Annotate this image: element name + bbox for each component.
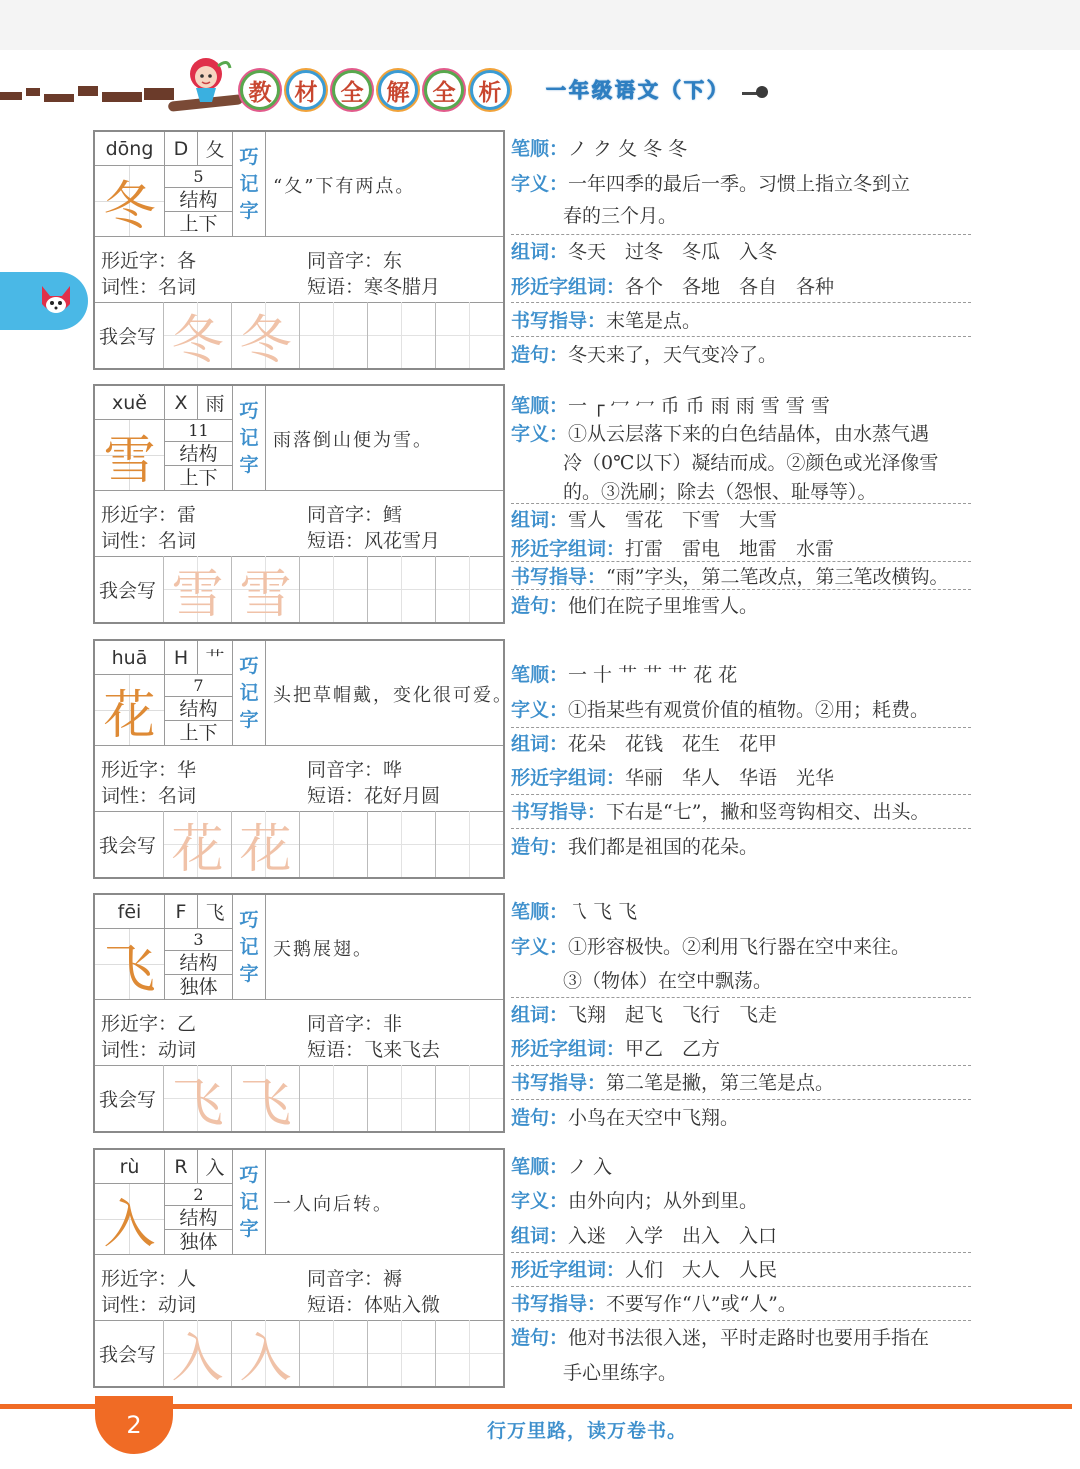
stroke-structure [164,674,233,745]
structure-label: 结构 [165,697,232,721]
detail-value: ①形容极快。②利用飞行器在空中来往。 [568,936,911,958]
title-char: 材 [286,70,326,110]
title-char: 析 [470,70,510,110]
card-header [95,386,503,491]
detail-key: 书写指导： [511,566,607,588]
detail-value: 一年四季的最后一季。习惯上指立冬到立 [568,173,911,195]
stroke-count: 7 [165,675,232,697]
writing-cell[interactable] [299,811,367,877]
detail-line [563,477,877,504]
detail-key: 字义： [511,699,569,721]
similar-char: 形近字：各 [101,250,197,272]
dashed-separator [511,727,971,728]
title-char: 教 [240,70,280,110]
page-header [0,0,1080,125]
similar-char: 形近字：华 [101,759,197,781]
structure-type: 上下 [179,467,218,489]
detail-key: 造句： [511,595,569,617]
character-properties [95,999,503,1066]
detail-value: 华丽 华人 华语 光华 [625,767,835,789]
detail-key: 造句： [511,836,569,858]
stroke-structure [164,165,233,236]
pixel-decoration [0,86,175,104]
dashed-separator [511,997,971,998]
trace-character: 冬 [171,310,224,371]
detail-line [511,695,929,722]
detail-line [511,169,910,196]
similar-char: 形近字：雷 [101,504,197,526]
detail-line [511,729,777,756]
writing-cell[interactable] [299,1320,367,1386]
part-of-speech: 词性：名词 [101,530,197,552]
detail-key: 笔顺： [511,1156,569,1178]
detail-line [511,306,701,333]
homophone: 同音字：褥 [307,1268,403,1290]
stroke-count: 5 [165,166,232,188]
homophone: 同音字：东 [307,250,403,272]
structure-label: 结构 [165,1206,232,1230]
similar-char: 形近字：乙 [101,1013,197,1035]
mnemonic-label-char: 记 [239,172,259,195]
structure-type: 独体 [179,976,218,998]
detail-line [511,391,830,418]
phrase: 短语：花好月圆 [307,785,441,807]
mnemonic-label-char: 记 [239,935,259,958]
detail-line [511,1000,777,1027]
character-properties [95,236,503,303]
mnemonic-label-char: 字 [239,453,259,476]
detail-value: 一 ┌ 冖 冖 币 币 雨 雨 雪 雪 雪 [568,395,830,417]
pinyin: xuě [95,386,165,420]
detail-line [511,797,929,824]
stroke-count: 3 [165,929,232,951]
writing-grid [163,302,503,371]
detail-line [563,201,677,228]
detail-value: ノ ク 夂 冬 冬 [568,138,688,160]
grade-subject: 一年级语文（下） [546,78,730,102]
homophone: 同音字：哗 [307,759,403,781]
detail-key: 造句： [511,344,569,366]
detail-value: 入迷 入学 出入 入口 [568,1225,778,1247]
dashed-separator [511,1286,971,1287]
character-card [93,384,505,624]
detail-key: 书写指导： [511,310,607,332]
detail-line [511,660,737,687]
detail-line [563,1358,677,1385]
structure-type: 独体 [179,1231,218,1253]
writing-cell[interactable] [299,302,367,368]
trace-character: 飞 [239,1073,292,1134]
detail-line [511,562,948,589]
detail-line [511,832,758,859]
writing-cell[interactable] [231,811,299,880]
writing-cell[interactable] [435,302,503,368]
pinyin: dōng [95,132,165,166]
detail-value: “雨”字头，第二笔改点，第三笔改横钩。 [606,566,949,588]
detail-key: 组词： [511,733,569,755]
initial-letter: R [164,1150,198,1184]
character-properties [95,1254,503,1321]
detail-key: 形近字组词： [511,1259,626,1281]
trace-character: 入 [239,1328,292,1389]
mnemonic-label-char: 字 [239,708,259,731]
trace-character: 飞 [171,1073,224,1134]
dashed-separator [511,503,971,504]
detail-line [511,505,777,532]
detail-line [563,966,772,993]
main-character: 冬 [95,165,165,236]
part-of-speech: 词性：动词 [101,1039,197,1061]
detail-line [563,448,938,475]
detail-value: 乁 飞 飞 [568,901,638,923]
detail-value: 花朵 花钱 花生 花甲 [568,733,778,755]
writing-cell[interactable] [299,556,367,622]
detail-line [511,134,687,161]
detail-key: 组词： [511,241,569,263]
dashed-separator [511,1065,971,1066]
writing-cell[interactable] [367,556,435,622]
writing-label: 我会写 [99,326,157,348]
detail-line [511,932,910,959]
detail-line [511,1034,720,1061]
writing-cell[interactable] [163,1065,231,1134]
pinyin: rù [95,1150,165,1184]
detail-key: 形近字组词： [511,1038,626,1060]
title-char: 解 [378,70,418,110]
radical: 入 [197,1150,233,1184]
mnemonic-label [232,1150,266,1254]
detail-line [511,534,834,561]
writing-practice [95,1320,503,1389]
dashed-separator [511,794,971,795]
structure-type: 上下 [179,722,218,744]
detail-value: 打雷 雷电 地雷 水雷 [625,538,835,560]
writing-cell[interactable] [231,302,299,371]
stroke-structure [164,419,233,490]
detail-key: 造句： [511,1327,569,1349]
detail-line [511,1323,929,1350]
writing-cell[interactable] [435,1320,503,1386]
dashed-separator [511,234,971,235]
title-char: 全 [332,70,372,110]
stroke-structure [164,928,233,999]
pinyin: huā [95,641,165,675]
trace-character: 花 [239,819,292,880]
dashed-separator [511,1252,971,1253]
writing-cell[interactable] [163,1320,231,1389]
mnemonic-label-char: 记 [239,426,259,449]
mnemonic-text: 头把草帽戴，变化很可爱。 [273,685,513,706]
card-header [95,641,513,746]
main-character: 飞 [95,928,165,999]
detail-line [511,1255,777,1282]
detail-value: 一 十 艹 艹 艹 花 花 [568,664,738,686]
detail-value: 他对书法很入迷，平时走路时也要用手指在 [568,1327,930,1349]
homophone: 同音字：非 [307,1013,403,1035]
detail-value: 第二笔是撇，第三笔是点。 [606,1072,835,1094]
detail-key: 造句： [511,1107,569,1129]
writing-label: 我会写 [99,580,157,602]
writing-cell[interactable] [367,302,435,368]
character-card [93,893,505,1133]
detail-key: 书写指导： [511,801,607,823]
mnemonic-label-char: 巧 [239,1163,259,1186]
detail-key: 形近字组词： [511,276,626,298]
main-character: 雪 [95,419,165,490]
mnemonic-text: 天鹅展翅。 [273,939,373,960]
writing-practice [95,556,503,625]
detail-value: 甲乙 乙方 [625,1038,721,1060]
detail-key: 组词： [511,509,569,531]
detail-value: 的。③洗刷；除去（怨恨、耻辱等）。 [563,481,877,503]
page-number: 2 [95,1396,173,1454]
detail-value: 由外向内；从外到里。 [568,1190,759,1212]
detail-key: 组词： [511,1004,569,1026]
detail-key: 书写指导： [511,1293,607,1315]
girl-mascot-icon [178,52,234,104]
detail-value: ノ 入 [568,1156,613,1178]
writing-cell[interactable] [163,556,231,625]
detail-key: 字义： [511,423,569,445]
detail-line [511,340,777,367]
detail-value: 各个 各地 各自 各种 [625,276,835,298]
writing-cell[interactable] [367,811,435,877]
part-of-speech: 词性：名词 [101,276,197,298]
writing-label: 我会写 [99,1344,157,1366]
part-of-speech: 词性：动词 [101,1294,197,1316]
card-header [95,132,503,237]
writing-cell[interactable] [163,811,231,880]
detail-key: 笔顺： [511,395,569,417]
detail-key: 组词： [511,1225,569,1247]
detail-value: ③（物体）在空中飘荡。 [563,970,773,992]
mnemonic-label [232,386,266,490]
detail-value: 下右是“七”，撇和竖弯钩相交、出头。 [606,801,930,823]
writing-grid [163,1065,503,1134]
trace-character: 花 [171,819,224,880]
writing-practice [95,811,503,880]
detail-value: ①指某些有观赏价值的植物。②用；耗费。 [568,699,930,721]
detail-line [511,1289,797,1316]
stroke-structure [164,1183,233,1254]
character-properties [95,745,503,812]
detail-key: 笔顺： [511,901,569,923]
character-card [93,1148,505,1388]
dashed-separator [511,1320,971,1321]
character-card [93,130,505,370]
pencil-dot [756,86,768,98]
fox-mascot-icon [36,280,76,322]
mnemonic-label-char: 字 [239,199,259,222]
mnemonic-label [232,132,266,236]
main-character: 入 [95,1183,165,1254]
writing-cell[interactable] [231,1320,299,1389]
stroke-count: 2 [165,1184,232,1206]
writing-practice [95,302,503,371]
detail-line [511,419,929,446]
detail-key: 字义： [511,1190,569,1212]
detail-value: 冬天 过冬 冬瓜 入冬 [568,241,778,263]
mnemonic-label [232,641,266,745]
trace-character: 雪 [239,564,292,625]
writing-practice [95,1065,503,1134]
part-of-speech: 词性：名词 [101,785,197,807]
writing-cell[interactable] [435,1065,503,1131]
dashed-separator [511,302,971,303]
writing-cell[interactable] [435,811,503,877]
writing-cell[interactable] [299,1065,367,1131]
writing-cell[interactable] [367,1065,435,1131]
mnemonic-label-char: 巧 [239,908,259,931]
mnemonic-label-char: 巧 [239,654,259,677]
main-character: 花 [95,674,165,745]
book-title [240,70,516,110]
writing-cell[interactable] [367,1320,435,1386]
dashed-separator [511,828,971,829]
pinyin: fēi [95,895,165,929]
mnemonic-text: 一人向后转。 [273,1194,393,1215]
detail-value: 手心里练字。 [563,1362,678,1384]
detail-line [511,897,637,924]
detail-key: 书写指导： [511,1072,607,1094]
detail-value: 春的三个月。 [563,205,678,227]
detail-value: 他们在院子里堆雪人。 [568,595,759,617]
dashed-separator [511,336,971,337]
phrase: 短语：飞来飞去 [307,1039,441,1061]
detail-line [511,272,834,299]
writing-cell[interactable] [231,1065,299,1134]
mnemonic-label-char: 巧 [239,145,259,168]
detail-value: 冷（0℃以下）凝结而成。②颜色或光泽像雪 [563,452,939,474]
detail-line [511,1152,612,1179]
writing-cell[interactable] [231,556,299,625]
detail-value: 人们 大人 人民 [625,1259,778,1281]
dashed-separator [511,561,971,562]
card-header [95,1150,503,1255]
footer-motto: 行万里路，读万卷书。 [487,1420,688,1442]
radical: 艹 [197,641,233,675]
structure-type: 上下 [179,213,218,235]
header-band [0,0,1080,50]
trace-character: 冬 [239,310,292,371]
mnemonic-label-char: 字 [239,962,259,985]
writing-cell[interactable] [435,556,503,622]
detail-line [511,591,758,618]
writing-label: 我会写 [99,1089,157,1111]
radical: 夂 [197,132,233,166]
card-header [95,895,503,1000]
mnemonic-label-char: 字 [239,1217,259,1240]
detail-key: 笔顺： [511,664,569,686]
initial-letter: F [164,895,198,929]
detail-value: 小鸟在天空中飞翔。 [568,1107,740,1129]
structure-label: 结构 [165,442,232,466]
radical: 雨 [197,386,233,420]
trace-character: 雪 [171,564,224,625]
detail-key: 形近字组词： [511,538,626,560]
trace-character: 入 [171,1328,224,1389]
detail-value: 末笔是点。 [606,310,702,332]
mnemonic-text: “夂”下有两点。 [273,176,416,197]
mnemonic-label-char: 记 [239,681,259,704]
detail-line [511,1221,777,1248]
character-card [93,639,513,880]
detail-key: 笔顺： [511,138,569,160]
detail-line [511,1103,739,1130]
similar-char: 形近字：人 [101,1268,197,1290]
initial-letter: D [164,132,198,166]
phrase: 短语：体贴入微 [307,1294,441,1316]
detail-line [511,1186,758,1213]
detail-value: 雪人 雪花 下雪 大雪 [568,509,778,531]
writing-grid [163,1320,503,1389]
mnemonic-text: 雨落倒山便为雪。 [273,430,433,451]
writing-grid [163,811,503,880]
initial-letter: X [164,386,198,420]
detail-value: 我们都是祖国的花朵。 [568,836,759,858]
detail-line [511,1068,834,1095]
detail-line [511,763,834,790]
mnemonic-label [232,895,266,999]
detail-key: 字义： [511,173,569,195]
detail-value: 冬天来了，天气变冷了。 [568,344,778,366]
detail-value: 不要写作“八”或“人”。 [606,1293,797,1315]
stroke-count: 11 [165,420,232,442]
initial-letter: H [164,641,198,675]
character-properties [95,490,503,557]
phrase: 短语：风花雪月 [307,530,441,552]
detail-value: 飞翔 起飞 飞行 飞走 [568,1004,778,1026]
detail-key: 字义： [511,936,569,958]
writing-label: 我会写 [99,835,157,857]
dashed-separator [511,1099,971,1100]
mnemonic-label-char: 巧 [239,399,259,422]
homophone: 同音字：鳕 [307,504,403,526]
radical: 飞 [197,895,233,929]
structure-label: 结构 [165,951,232,975]
detail-value: ①从云层落下来的白色结晶体，由水蒸气遇 [568,423,930,445]
title-char: 全 [424,70,464,110]
detail-key: 形近字组词： [511,767,626,789]
structure-label: 结构 [165,188,232,212]
mnemonic-label-char: 记 [239,1190,259,1213]
dashed-separator [511,589,971,590]
writing-grid [163,556,503,625]
phrase: 短语：寒冬腊月 [307,276,441,298]
detail-line [511,237,777,264]
writing-cell[interactable] [163,302,231,371]
